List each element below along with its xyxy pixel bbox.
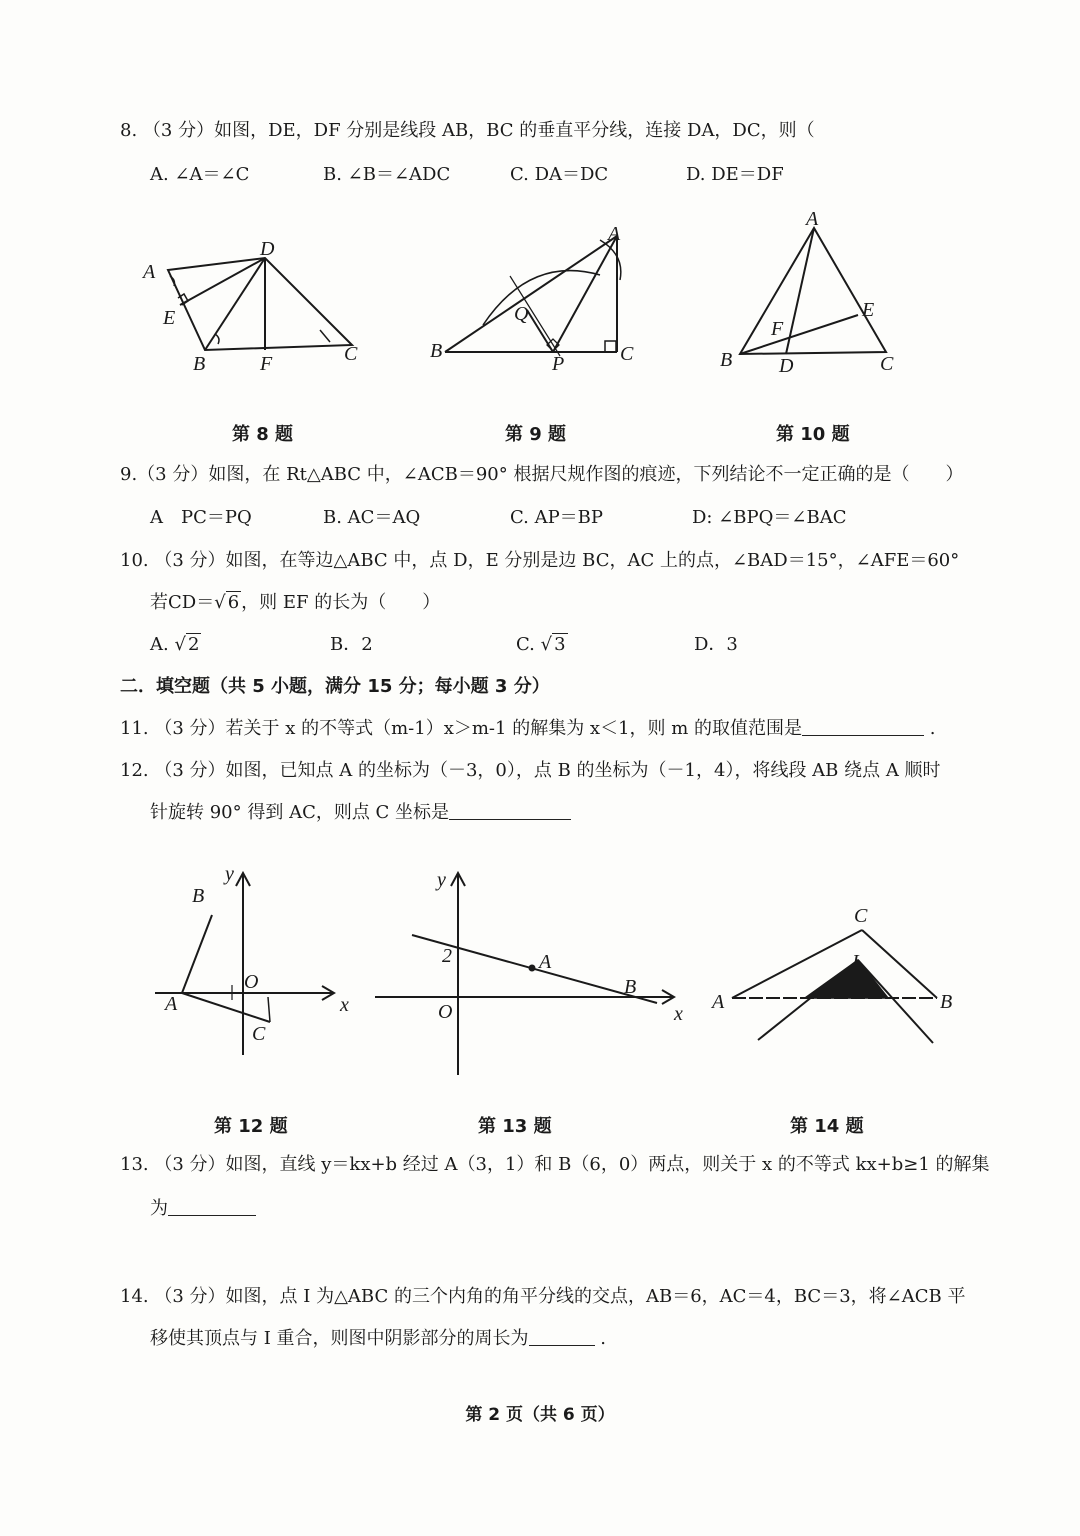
fig14-label-a: A — [712, 991, 725, 1013]
fig9-label-c: C — [620, 343, 634, 365]
fig8-label-d: D — [260, 238, 275, 260]
q9-option-b: B. AC＝AQ — [323, 507, 421, 528]
q10-option-b: B．2 — [330, 634, 373, 655]
fig8-label-a: A — [143, 261, 156, 283]
q10-stem-line2: 若CD＝√ 6 ，则 EF 的长为（ ） — [150, 592, 441, 613]
q9-stem: 9.（3 分）如图，在 Rt△ABC 中，∠ACB＝90° 根据尺规作图的痕迹，下列结论不一定正确的是（ ） — [120, 464, 964, 485]
q10-stem2-suffix: ，则 EF 的长为（ ） — [241, 592, 441, 613]
q10-option-a: A. √ 2 — [150, 634, 200, 655]
fig12-label-c: C — [252, 1023, 266, 1045]
fig13-point-a — [529, 965, 536, 972]
fig12-label-y: y — [225, 863, 234, 885]
fig13-label-a: A — [539, 951, 552, 973]
q12-line2-text: 针旋转 90° 得到 AC，则点 C 坐标是 — [150, 802, 450, 823]
q9-option-c: C. AP＝BP — [510, 507, 604, 528]
fig13-label-o: O — [438, 1001, 453, 1023]
caption-fig13: 第 13 题 — [478, 1116, 552, 1137]
q9-option-d: D: ∠BPQ＝∠BAC — [692, 507, 847, 528]
fig8-label-f: F — [260, 353, 273, 375]
q13-answer-blank[interactable] — [168, 1197, 256, 1216]
fig10-label-c: C — [880, 353, 894, 375]
fig8-label-c: C — [344, 343, 358, 365]
q10-option-c: C. √ 3 — [516, 634, 566, 655]
fig14-label-c: C — [854, 905, 868, 927]
page-footer: 第 2 页（共 6 页） — [465, 1405, 615, 1425]
q10-stem: 10. （3 分）如图，在等边△ABC 中，点 D，E 分别是边 BC，AC 上的点，∠BAD＝15°，∠AFE＝60° — [120, 550, 960, 571]
q8-stem: 8. （3 分）如图，DE，DF 分别是线段 AB，BC 的垂直平分线，连接 DA，DC，则（ — [120, 120, 815, 141]
q8-option-b: B. ∠B＝∠ADC — [323, 164, 451, 185]
q8-option-a: A. ∠A＝∠C — [150, 164, 250, 185]
section-2-heading: 二．填空题（共 5 小题，满分 15 分；每小题 3 分） — [120, 676, 550, 697]
q14-line2: 移使其顶点与 I 重合，则图中阴影部分的周长为 . — [150, 1328, 607, 1349]
fig13-label-b: B — [624, 976, 637, 998]
q10-option-d: D．3 — [694, 634, 738, 655]
q13-line2-text: 为 — [150, 1198, 168, 1219]
q13-line1: 13. （3 分）如图，直线 y＝kx+b 经过 A（3，1）和 B（6，0）两点，则关于 x 的不等式 kx+b≥1 的解集 — [120, 1154, 990, 1175]
fig10-label-d: D — [779, 355, 794, 377]
fig12-label-o: O — [244, 971, 259, 993]
caption-fig12: 第 12 题 — [214, 1116, 288, 1137]
fig12-label-x: x — [340, 994, 349, 1016]
q10-stem2-radicand: 6 — [227, 592, 240, 613]
q9-option-a: A PC＝PQ — [150, 507, 252, 528]
fig9-label-b: B — [430, 340, 443, 362]
fig13-label-2: 2 — [442, 945, 452, 967]
caption-fig8: 第 8 题 — [232, 424, 294, 445]
q10-stem2-prefix: 若CD＝ — [150, 592, 215, 613]
q14-line2-text: 移使其顶点与 I 重合，则图中阴影部分的周长为 — [150, 1328, 529, 1349]
fig9-label-p: P — [552, 353, 565, 375]
fig10-label-a: A — [806, 208, 819, 230]
caption-fig9: 第 9 题 — [505, 424, 567, 445]
fig10-label-b: B — [720, 349, 733, 371]
figure-12 — [155, 873, 334, 1055]
fig8-label-b: B — [193, 353, 206, 375]
fig13-label-x: x — [674, 1003, 683, 1025]
fig8-label-e: E — [163, 307, 176, 329]
fig14-label-i: I — [852, 951, 859, 973]
fig9-label-q: Q — [514, 303, 529, 325]
fig13-label-y: y — [437, 869, 446, 891]
fig10-label-e: E — [862, 299, 875, 321]
q8-option-c: C. DA＝DC — [510, 164, 609, 185]
fig12-label-b: B — [192, 885, 205, 907]
caption-fig10: 第 10 题 — [776, 424, 850, 445]
fig10-label-f: F — [771, 318, 784, 340]
fig12-label-a: A — [165, 993, 178, 1015]
q8-option-d: D. DE＝DF — [686, 164, 784, 185]
q12-line1: 12. （3 分）如图，已知点 A 的坐标为（－3，0），点 B 的坐标为（－1，4），将线段 AB 绕点 A 顺时 — [120, 760, 941, 781]
q11: 11. （3 分）若关于 x 的不等式（m-1）x＞m-1 的解集为 x＜1，则 m 的取值范围是 . — [120, 718, 936, 739]
caption-fig14: 第 14 题 — [790, 1116, 864, 1137]
q11-text: 11. （3 分）若关于 x 的不等式（m-1）x＞m-1 的解集为 x＜1，则 m 的取值范围是 — [120, 718, 803, 739]
q13-line2 — [150, 1196, 256, 1222]
q14-answer-blank[interactable] — [529, 1327, 595, 1346]
figure-13 — [375, 873, 674, 1075]
q14-line1: 14. （3 分）如图，点 I 为△ABC 的三个内角的角平分线的交点，AB＝6，AC＝4，BC＝3，将∠ACB 平 — [120, 1286, 966, 1307]
fig14-label-b: B — [940, 991, 953, 1013]
fig9-label-a: A — [608, 223, 621, 245]
